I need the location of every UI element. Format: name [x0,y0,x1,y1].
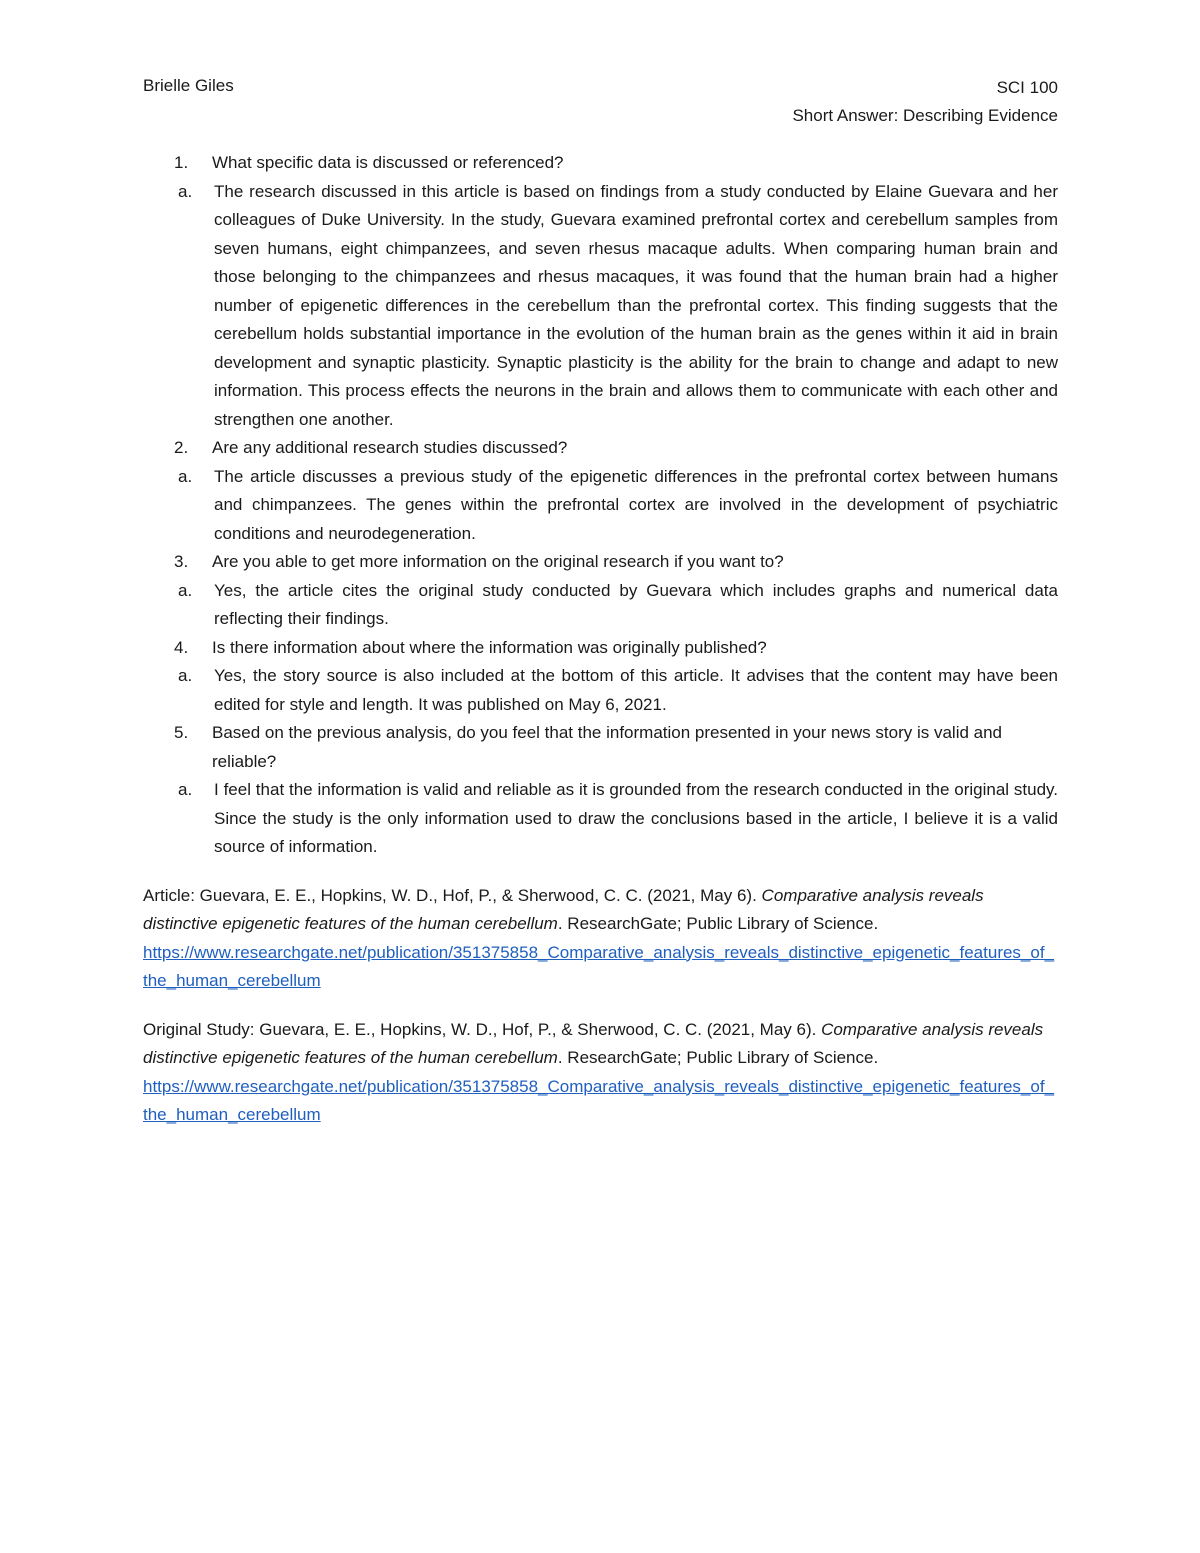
question-number: 3. [174,552,189,571]
answer-letter: a. [178,466,193,486]
answer-letter: a. [178,780,193,799]
header-right-block [792,74,1058,130]
question-item [143,719,1058,862]
document-body [143,149,1058,1150]
answer-text: The article discusses a previous study of the epigenetic differences in the prefrontal cortex between humans and chimpanzees. The genes within the prefrontal cortex are involved in the development of psychiatric conditions and neurodegeneration. [214,466,1058,543]
question-number: 4. [174,637,189,657]
answer [143,776,1058,862]
answer-text: Yes, the article cites the original study conducted by Guevara which includes graphs and numerical data reflecting their findings. [214,580,1058,628]
reference-publisher: . ResearchGate; Public Library of Science. [557,914,879,933]
question-text: Is there information about where the information was originally published? [212,637,767,657]
answer [143,662,1058,719]
reference-publisher: . ResearchGate; Public Library of Science. [557,1048,879,1067]
reference-title: Comparative analysis reveals distinctive epigenetic features of the human cerebellum [143,885,984,933]
question-list [143,149,1058,862]
question-item [143,634,1058,720]
answer [143,577,1058,634]
answer [143,463,1058,549]
reference-link[interactable]: https://www.researchgate.net/publication/351375858_Comparative_analysis_reveals_distinctive_epigenetic_features_of_the_human_cerebellum [143,942,1055,990]
answer-letter: a. [178,580,193,600]
reference-original-study [143,1016,1058,1130]
answer-letter: a. [178,181,193,201]
reference-citation: Article: Guevara, E. E., Hopkins, W. D., Hof, P., & Sherwood, C. C. (2021, May 6). [143,885,762,905]
reference-link[interactable]: https://www.researchgate.net/publication/351375858_Comparative_analysis_reveals_distinctive_epigenetic_features_of_the_human_cerebellum [143,1076,1055,1124]
references-section [143,882,1058,1130]
question-number: 1. [174,153,189,172]
question-text: What specific data is discussed or referenced? [212,153,564,172]
assignment-title: Short Answer: Describing Evidence [792,106,1058,125]
course-code: SCI 100 [996,78,1058,97]
answer-text: The research discussed in this article is based on findings from a study conducted by Elaine Guevara and her colleagues of Duke University. In the study, Guevara examined prefrontal cortex and cerebellum samples from seven humans, eight chimpanzees, and seven rhesus macaque adults. When comparing human brain and those belonging to the chimpanzees and rhesus macaques, it was found that the human brain had a higher number of epigenetic differences in the cerebellum than the prefrontal cortex. This finding suggests that the cerebellum holds substantial importance in the evolution of the human brain as the genes within it aid in brain development and synaptic plasticity. Synaptic plasticity is the ability for the brain to change and adapt to new information. This process effects the neurons in the brain and allows them to communicate with each other and strengthen one another. [214,181,1058,429]
question-item [143,548,1058,634]
reference-citation: Original Study: Guevara, E. E., Hopkins, W. D., Hof, P., & Sherwood, C. C. (2021, May 6). [143,1019,822,1039]
question [143,434,1058,463]
reference-title: Comparative analysis reveals distinctive epigenetic features of the human cerebellum [143,1019,1044,1067]
question-text: Are any additional research studies discussed? [212,438,568,457]
question [143,548,1058,577]
reference-article [143,882,1058,996]
author-name: Brielle Giles [143,76,234,95]
question-number: 5. [174,723,189,742]
question [143,149,1058,178]
question-text: Based on the previous analysis, do you feel that the information presented in your news story is valid and reliable? [212,723,1003,771]
answer-letter: a. [178,666,193,685]
question-number: 2. [174,438,189,457]
answer-text: Yes, the story source is also included at the bottom of this article. It advises that the content may have been edited for style and length. It was published on May 6, 2021. [214,666,1058,714]
answer [143,178,1058,435]
question [143,719,1058,776]
answer-text: I feel that the information is valid and reliable as it is grounded from the research conducted in the original study. Since the study is the only information used to draw the conclusions based in the article, I believe it is a valid source of information. [214,780,1058,856]
question-item [143,149,1058,434]
question-text: Are you able to get more information on the original research if you want to? [212,552,784,571]
question-item [143,434,1058,548]
question [143,634,1058,663]
